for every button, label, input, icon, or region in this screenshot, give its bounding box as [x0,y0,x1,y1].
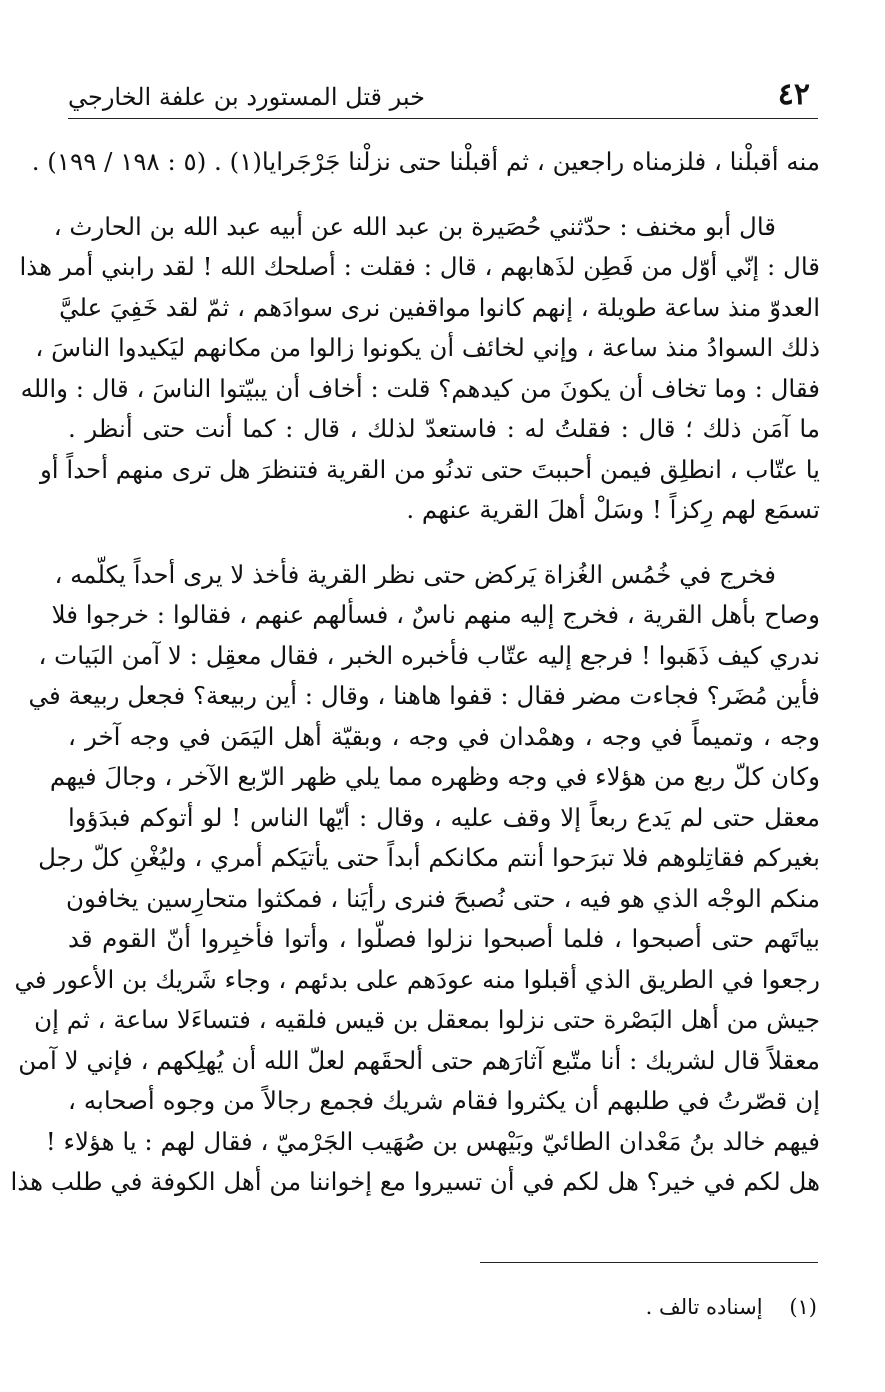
page-number: ٤٢ [777,77,810,112]
text-line: يا عتّاب ، انطلِق فيمن أحببتَ حتى تدنُو من القرية فتنظرَ هل ترى منهم أحداً أو [39,454,820,484]
text-line: بياتَهم حتى أصبحوا ، فلما أصبحوا نزلوا فصلّوا ، وأتوا فأخبِروا أنّ القوم قد [68,924,820,953]
text-line: فيهم خالد بنُ مَعْدان الطائيّ وبَيْهس بن صُهَيب الجَرْميّ ، فقال لهم : يا هؤلاء ! [45,1126,820,1156]
body-text [10,142,820,1203]
text-line: إن قصّرتُ في طلبهم أن يكثروا فقام شريك فجمع رجالاً من وجوه أصحابه ، [68,1086,820,1115]
footnote-divider [480,1262,818,1263]
text-line: منكم الوجْه الذي هو فيه ، حتى نُصبحَ فنرى رأيَنا ، فمكثوا متحارِسين يخافون [65,883,820,913]
text-line: معقل حتى لم يَدع ربعاً إلا وقف عليه ، وقال : أيّها الناس ! لو أتوكم فبدَؤوا [68,802,820,832]
footnote-text: إسناده تالف . [645,1295,763,1319]
text-line: قال أبو مخنف : حدّثني حُصَيرة بن عبد الله عن أبيه عبد الله بن الحارث ، [53,211,776,241]
text-line: معقلاً قال لشريك : أنا متّبع آثارَهم حتى ألحقَهم لعلّ الله أن يُهلِكهم ، فإني لا آمن [18,1045,820,1075]
text-line: قال : إنّي أوّل من فَطِن لذَهابهم ، قال : فقلت : أصلحك الله ! لقد رابني أمر هذا [19,252,820,281]
paragraph-gap [68,531,820,555]
text-line: العدوّ منذ ساعة طويلة ، إنهم كانوا مواقفين نرى سوادَهم ، ثمّ لقد خَفِيَ عليَّ [59,292,820,322]
text-line: جيش من أهل البَصْرة حتى نزلوا بمعقل بن قيس فلقيه ، فتساءَلا ساعة ، ثم إن [34,1005,820,1034]
paragraph [31,142,820,183]
text-line: تسمَع لهم رِكزاً ! وسَلْ أهلَ القرية عنهم . [406,495,820,524]
text-line: ذلك السوادُ منذ ساعة ، وإني لخائف أن يكونوا زالوا من مكانهم ليَكيدوا الناسَ ، [35,333,820,362]
page-header [68,72,818,118]
text-line: ما آمَن ذلك ؛ قال : فقلتُ له : فاستعدّ لذلك ، قال : كما أنت حتى أنظر . [68,414,820,443]
paragraph [10,555,820,1203]
paragraph-gap [68,183,820,207]
text-line: وجه ، وتميماً في وجه ، وهمْدان في وجه ، وبقيّة أهل اليَمَن في وجه آخر ، [68,721,820,751]
text-line: وصاح بأهل القرية ، فخرج إليه منهم ناسٌ ، فسألهم عنهم ، فقالوا : خرجوا فلا [51,600,820,629]
text-line: بغيركم فقاتِلوهم فلا تبرَحوا أنتم مكانكم أبداً حتى يأتيَكم أمري ، وليُغْنِ كلّ رجل [38,843,820,872]
text-line: فخرج في خُمُس الغُزاة يَركض حتى نظر القرية فأخذ لا يرى أحداً يكلّمه ، [54,559,776,589]
text-line: هل لكم في خير؟ هل لكم في أن تسيروا مع إخواننا من أهل الكوفة في طلب هذا [10,1167,820,1196]
header-divider [68,118,818,119]
text-line: رجعوا في الطريق الذي أقبلوا منه عودَهم على بدئهم ، وجاء شَريك بن الأعور في [14,964,820,994]
text-line: وكان كلّ ربع من هؤلاء في وجه وظهره مما يلي ظهر الرّبع الآخر ، وجالَ فيهم [49,762,820,791]
text-line: فأين مُضَر؟ فجاءت مضر فقال : قفوا هاهنا ، وقال : أين ربيعة؟ فجعل ربيعة في [28,681,820,710]
text-line: ندري كيف ذَهَبوا ! فرجع إليه عتّاب فأخبره الخبر ، فقال معقِل : لا آمن البَيات ، [38,640,820,670]
footnote [646,1292,817,1322]
paragraph [19,207,820,531]
text-line: فقال : وما تخاف أن يكونَ من كيدهم؟ قلت : أخاف أن يبيّتوا الناسَ ، قال : والله [20,373,820,403]
footnote-number: (١) [789,1295,817,1319]
running-title: خبر قتل المستورد بن علفة الخارجي [68,83,425,111]
text-line: منه أقبلْنا ، فلزمناه راجعين ، ثم أقبلْنا حتى نزلْنا جَرْجَرايا(١) . (٥ : ١٩٨ / ١٩٩) . [31,147,820,176]
